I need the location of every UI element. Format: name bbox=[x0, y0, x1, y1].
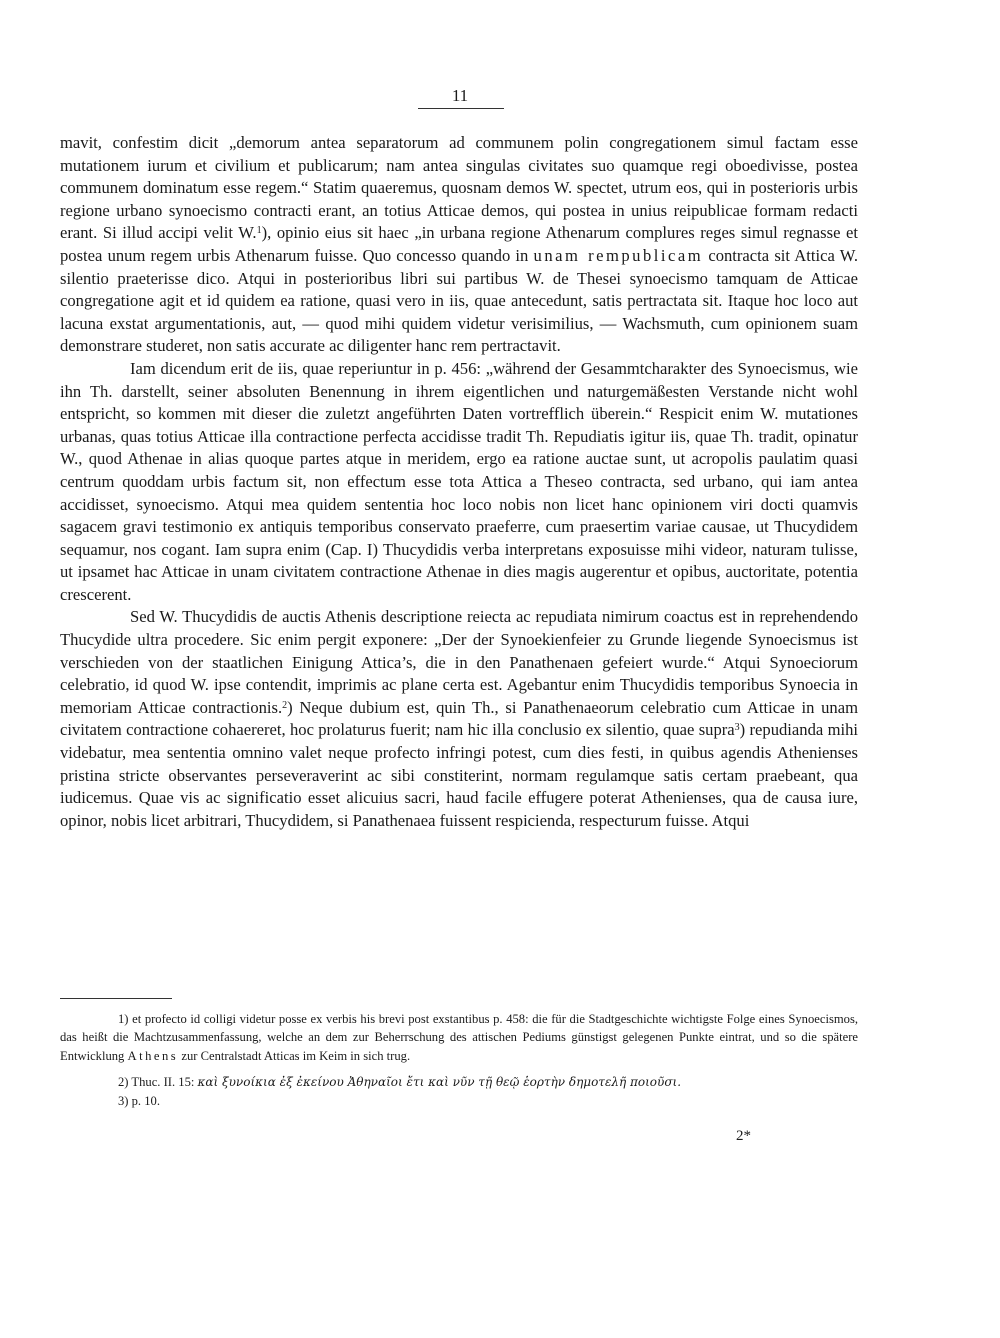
footnote-1-text-a: 1) et profecto id colligi videtur posse ex verbis his brevi post exstantibus p. 458: die für die Stadtgeschichte wichtigste Folge eines Synoecismos, das heißt die Machtzusammenfassung, welche an dem zur Beherrschung des attischen Pediums günstigst gelegenen Punkte eintrat, und so die spätere Entwicklung bbox=[60, 1012, 858, 1063]
footnote-1-spaced: Athens bbox=[127, 1048, 179, 1063]
footnote-3: 3) p. 10. bbox=[118, 1093, 160, 1108]
paragraph-3-part-c: ) repudianda mihi videbatur, mea sententia omnino valet neque profecto infringi potest, cum dies festi, in quibus agendis Athenienses pristina stricte observantes perseveraverint ac sibi constiterint, normam regulamque satis certam praebeant, qua iudicemus. Quae vis ac significatio esset alicuius sacri, haud facile effugere poterat Athenienses, qua de causa iure, opinor, nobis licet arbitrari, Thucydidem, si Panathenaea fuissent respicienda, respecturum fuisse. Atqui bbox=[60, 720, 858, 830]
footnotes bbox=[60, 1010, 858, 1110]
footnote-ref-2: 2 bbox=[282, 699, 288, 711]
footnote-rule bbox=[60, 998, 172, 999]
page-number: 11 bbox=[451, 86, 469, 105]
page-number-rule bbox=[418, 108, 504, 109]
paragraph-1-part-b: ), opinio eius sit haec „in urbana regione Athenarum complures reges simul regnasse et postea unum regem urbis Athenarum fuisse. Quo concesso quando in bbox=[60, 223, 858, 265]
spaced-emphasis: unam rempublicam bbox=[533, 245, 704, 265]
footnote-1-text-b: zur Centralstadt Atticas im Keim in sich trug. bbox=[181, 1048, 411, 1063]
main-text bbox=[60, 132, 858, 832]
signature-mark: 2* bbox=[736, 1128, 751, 1144]
footnote-2-greek: καὶ ξυνοίκια ἐξ ἐκείνου Ἀθηναῖοι ἔτι καὶ νῦν τῇ θεῷ ἑορτὴν δημοτελῆ ποιοῦσι. bbox=[197, 1075, 682, 1090]
paragraph-1-part-a: mavit, confestim dicit „demorum antea separatorum ad communem polin congregationem simul factam esse mutationem iurum et civilium et publicarum; nam antea singulas civitates suo quamque regi oboedivisse, postea communem dominatum esse regem.“ Statim quaeremus, quosnam demos W. spectet, utrum eos, qui in posterioris urbis regione urbano synoecismo contracti erant, an totius Atticae demos, qui postea in unius reipublicae formam redacti erant. Si illud accipi velit W. bbox=[60, 133, 858, 243]
paragraph-2: Iam dicendum erit de iis, quae reperiuntur in p. 456: „während der Gesammtcharakter des Synoecismus, wie ihn Th. darstellt, seiner absoluten Benennung in ihrem eigentlichen und naturgemäßesten Verstande nicht wohl entspricht, so kommen mit dieser die zuletzt angeführten Daten vortrefflich überein.“ Respicit enim W. mutationes urbanas, quas totius Atticae illa contractione perfecta accidisse tradit Th. Repudiatis igitur iis, quae Th. tradit, opinatur W., quod Athenae in alias quoque partes atque in meridem, ergo ea ratione auctae sunt, ut acropolis paulatim quasi centrum quoddam urbis factum sit, non effectum esse tota Attica a Theseo contracta, sed urbano, qui iam antea accidisset, synoecismo. Atqui mea quidem sententia hoc loco nobis non licet hanc opinionem viri docti quamvis sagacem gravi testimonio ex antiquis temporibus conservato praeferre, cum praesertim variae causae, ut Thucydidem sequamur, nos cogant. Iam supra enim (Cap. I) Thucydidis verba interpretans exposuisse mihi videor, naturam tulisse, ut ipsamet hac Atticae in unam civitatem contractione Athenae in dies magis augerentur et opibus, auctoritate, potentia crescerent. bbox=[60, 358, 858, 604]
footnote-ref-1: 1 bbox=[256, 225, 262, 237]
paragraph-3-part-b: ) Neque dubium est, quin Th., si Panathenaeorum celebratio cum Atticae in unam civitatem contractione cohaereret, hoc prolaturus fuerit; nam hic illa conclusio ex silentio, quae supra bbox=[60, 697, 858, 740]
footnote-1 bbox=[60, 1010, 858, 1065]
paragraph-1-part-c: contracta sit Attica W. silentio praeterisse dico. Atqui in posterioribus libri sui partibus W. de Thesei synoecismo tamquam de Atticae congregatione agit et id quidem ea ratione, quasi vero in iis, quae antecedunt, satis pertractata sit. Itaque hoc loco aut lacuna exstat argumentationis, aut, — quod mihi quidem videtur verisimilius, — Wachsmuth, cum opinionem suam demonstrare studeret, non satis accurate ac diligenter hanc rem pertractavit. bbox=[60, 245, 858, 356]
paragraph-3 bbox=[60, 606, 858, 832]
paragraph-1 bbox=[60, 132, 858, 358]
footnote-2-label: 2) Thuc. II. 15: bbox=[118, 1075, 195, 1090]
footnote-2 bbox=[60, 1073, 858, 1091]
footnote-ref-3: 3 bbox=[734, 722, 740, 734]
paragraph-3-part-a: Sed W. Thucydidis de auctis Athenis descriptione reiecta ac repudiata nimirum coactus est in reprehendendo Thucydide ultra procedere. Sic enim pergit exponere: „Der der Synoekienfeier zu Grunde liegende Synoecismus ist verschieden von der staatlichen Einigung Attica’s, die in den Panathenaen gefeiert wurde.“ Atqui Synoeciorum celebratio, id quod W. ipse contendit, imprimis ac plane certa est. Agebantur enim Thucydidis temporibus Synoecia in memoriam Atticae contractionis. bbox=[60, 607, 858, 717]
